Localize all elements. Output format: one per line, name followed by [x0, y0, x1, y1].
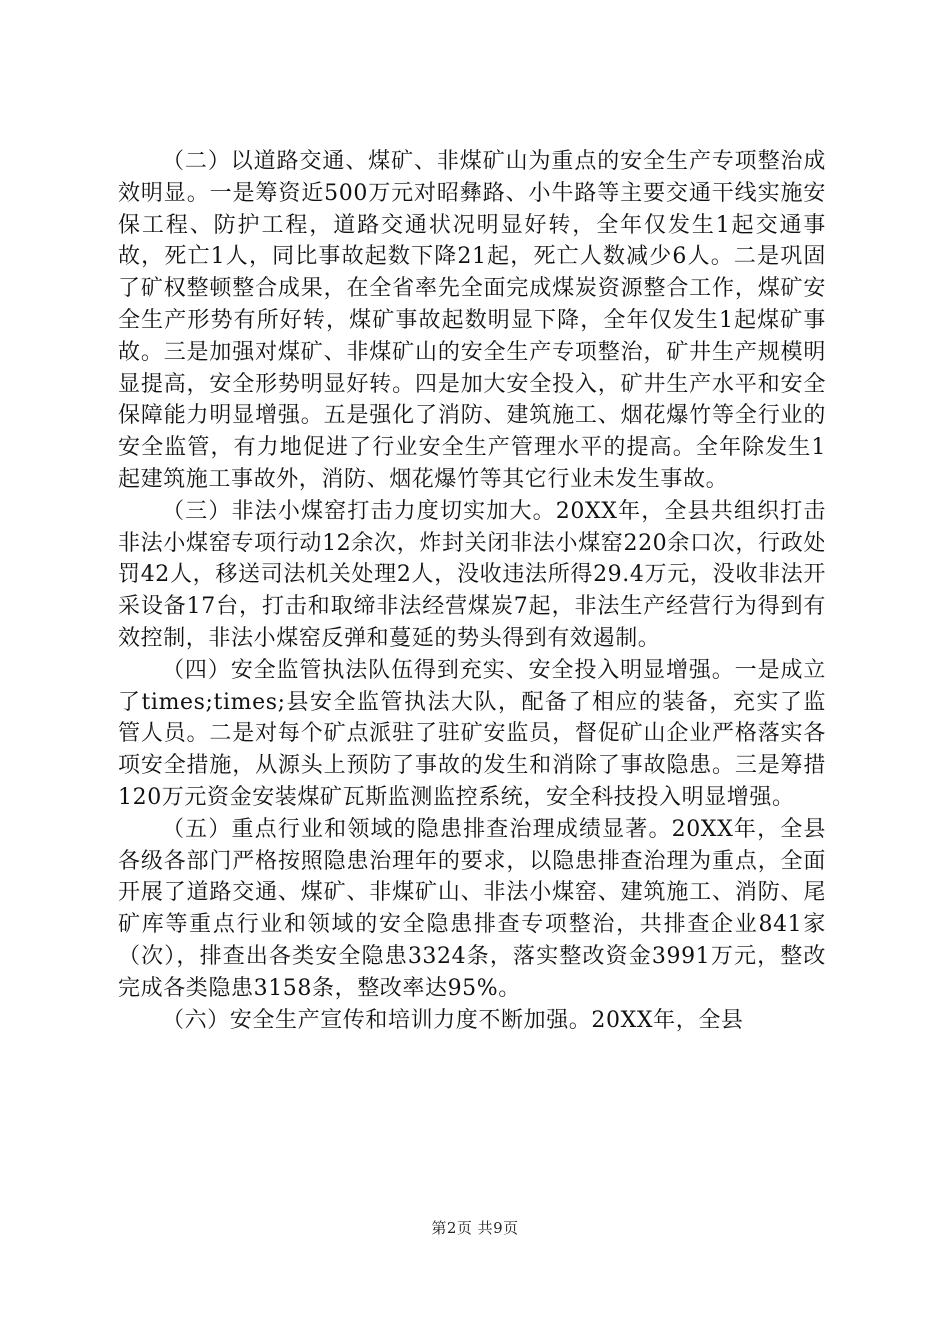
paragraph-section-3: （三）非法小煤窑打击力度切实加大。20XX年，全县共组织打击非法小煤窑专项行动12余次，炸封关闭非法小煤窑220余口次，行政处罚42人，移送司法机关处理2人，没收违法所得29.4万元，没收非法开采设备17台，打击和取缔非法经营煤炭7起，非法生产经营行为得到有效控制，非法小煤窑反弹和蔓延的势头得到有效遏制。: [118, 498, 826, 651]
document-body: [118, 146, 826, 1036]
paragraph-section-2: （二）以道路交通、煤矿、非煤矿山为重点的安全生产专项整治成效明显。一是筹资近500万元对昭彝路、小牛路等主要交通干线实施安保工程、防护工程，道路交通状况明显好转，全年仅发生1起交通事故，死亡1人，同比事故起数下降21起，死亡人数减少6人。二是巩固了矿权整顿整合成果，在全省率先全面完成煤炭资源整合工作，煤矿安全生产形势有所好转，煤矿事故起数明显下降，全年仅发生1起煤矿事故。三是加强对煤矿、非煤矿山的安全生产专项整治，矿井生产规模明显提高，安全形势明显好转。四是加大安全投入，矿井生产水平和安全保障能力明显增强。五是强化了消防、建筑施工、烟花爆竹等全行业的安全监管，有力地促进了行业安全生产管理水平的提高。全年除发生1起建筑施工事故外，消防、烟花爆竹等其它行业未发生事故。: [118, 149, 826, 492]
paragraph-section-6: （六）安全生产宣传和培训力度不断加强。20XX年，全县: [162, 1007, 744, 1033]
paragraph-section-5: （五）重点行业和领域的隐患排查治理成绩显著。20XX年，全县各级各部门严格按照隐患治理年的要求，以隐患排查治理为重点，全面开展了道路交通、煤矿、非煤矿山、非法小煤窑、建筑施工、消防、尾矿库等重点行业和领域的安全隐患排查专项整治，共排查企业841家（次），排查出各类安全隐患3324条，落实整改资金3991万元，整改完成各类隐患3158条，整改率达95%。: [118, 816, 826, 1001]
paragraph-section-4: （四）安全监管执法队伍得到充实、安全投入明显增强。一是成立了times;times;县安全监管执法大队，配备了相应的装备，充实了监管人员。二是对每个矿点派驻了驻矿安监员，督促矿山企业严格落实各项安全措施，从源头上预防了事故的发生和消除了事故隐患。三是筹措120万元资金安装煤矿瓦斯监测监控系统，安全科技投入明显增强。: [118, 657, 826, 810]
page-footer: 第2页 共9页: [431, 1219, 519, 1237]
